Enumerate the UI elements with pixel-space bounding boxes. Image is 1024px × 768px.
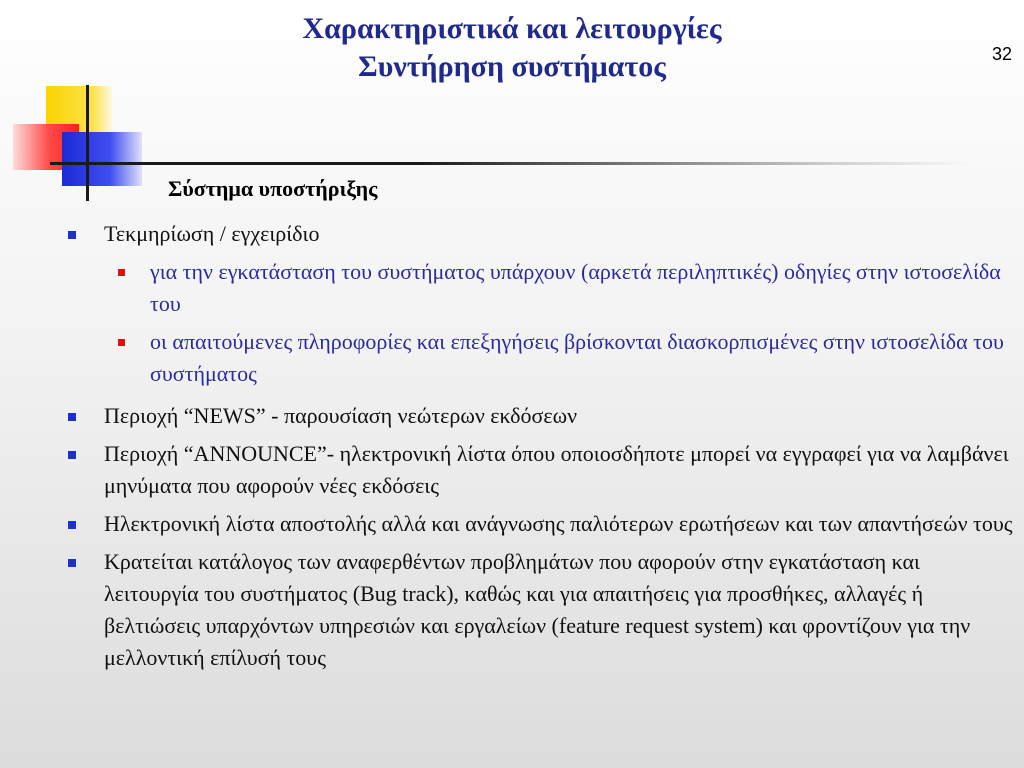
section-subheading: Σύστημα υποστήριξης <box>168 176 378 201</box>
list-item-text: οι απαιτούμενες πληροφορίες και επεξηγήσεις βρίσκονται διασκορπισμένες στην ιστοσελίδα του συστήματος <box>150 329 1004 386</box>
square-bullet-icon <box>68 413 76 421</box>
slide-title <box>0 10 1024 86</box>
square-bullet-icon <box>118 269 125 276</box>
list-item-text: για την εγκατάσταση του συστήματος υπάρχουν (αρκετά περιληπτικές) οδηγίες στην ιστοσελίδα του <box>150 259 1001 316</box>
list-item-text: Ηλεκτρονική λίστα αποστολής αλλά και ανάγνωσης παλιότερων ερωτήσεων και των απαντήσεών τους <box>104 511 1013 536</box>
logo-blue-square <box>62 132 142 186</box>
list-item <box>66 508 1018 540</box>
list-item-text: Περιοχή “NEWS” - παρουσίαση νεώτερων εκδόσεων <box>104 403 578 428</box>
square-bullet-icon <box>118 339 125 346</box>
page-number: 32 <box>991 44 1012 64</box>
slide-title-line-2: Συντήρηση συστήματος <box>358 50 666 83</box>
sub-list-item <box>66 256 1018 320</box>
list-item-text: Τεκμηρίωση / εγχειρίδιο <box>104 221 320 246</box>
list-item <box>66 546 1018 674</box>
slide-title-line-1: Χαρακτηριστικά και λειτουργίες <box>302 12 722 45</box>
square-bullet-icon <box>68 231 76 239</box>
square-bullet-icon <box>68 451 76 459</box>
square-bullet-icon <box>68 521 76 529</box>
bullet-list <box>66 218 1018 680</box>
list-item <box>66 438 1018 502</box>
list-item <box>66 400 1018 432</box>
logo-vertical-line <box>86 85 89 201</box>
list-item <box>66 218 1018 250</box>
sub-list-item <box>66 326 1018 390</box>
list-item-text: Κρατείται κατάλογος των αναφερθέντων προβλημάτων που αφορούν στην εγκατάσταση και λειτουργία του συστήματος (Bug track), καθώς και για απαιτήσεις για προσθήκες, αλλαγές ή βελτιώσεις υπαρχόντων υπηρεσιών και εργαλείων (feature request system) και φροντίζουν για την μελλοντική επίλυσή τους <box>104 549 971 670</box>
list-item-text: Περιοχή “ANNOUNCE”- ηλεκτρονική λίστα όπου οποιοσδήποτε μπορεί να εγγραφεί για να λαμβάνει μηνύματα που αφορούν νέες εκδόσεις <box>104 441 1009 498</box>
square-bullet-icon <box>68 559 76 567</box>
title-divider-line <box>50 162 970 165</box>
